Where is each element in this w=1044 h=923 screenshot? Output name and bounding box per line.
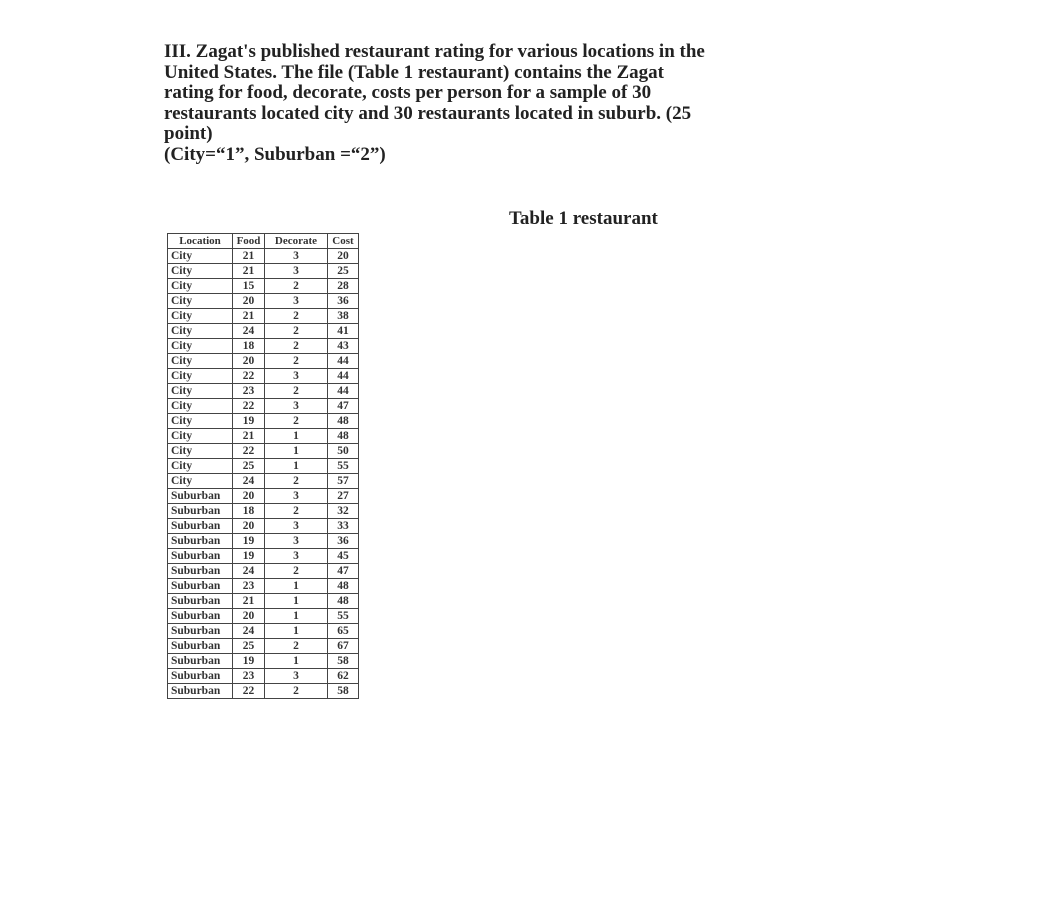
cell-decorate: 2 — [265, 474, 328, 489]
cell-location: Suburban — [168, 519, 233, 534]
cell-decorate: 3 — [265, 399, 328, 414]
table-row — [168, 324, 359, 339]
restaurant-table — [167, 233, 359, 699]
cell-location: Suburban — [168, 639, 233, 654]
cell-location: Suburban — [168, 669, 233, 684]
cell-location: City — [168, 309, 233, 324]
cell-food: 22 — [233, 444, 265, 459]
cell-cost: 47 — [328, 564, 359, 579]
cell-decorate: 2 — [265, 309, 328, 324]
table-row — [168, 624, 359, 639]
cell-cost: 41 — [328, 324, 359, 339]
table-row — [168, 579, 359, 594]
table-row — [168, 459, 359, 474]
cell-location: Suburban — [168, 504, 233, 519]
column-header-food: Food — [233, 234, 265, 249]
cell-location: City — [168, 459, 233, 474]
cell-decorate: 2 — [265, 684, 328, 699]
cell-food: 20 — [233, 519, 265, 534]
cell-food: 19 — [233, 549, 265, 564]
cell-location: City — [168, 324, 233, 339]
cell-location: City — [168, 354, 233, 369]
table-row — [168, 279, 359, 294]
cell-cost: 28 — [328, 279, 359, 294]
column-header-location: Location — [168, 234, 233, 249]
cell-decorate: 2 — [265, 279, 328, 294]
cell-decorate: 1 — [265, 459, 328, 474]
cell-location: City — [168, 429, 233, 444]
problem-statement — [164, 42, 804, 165]
cell-cost: 32 — [328, 504, 359, 519]
cell-food: 22 — [233, 369, 265, 384]
cell-food: 24 — [233, 324, 265, 339]
cell-cost: 47 — [328, 399, 359, 414]
table-row — [168, 519, 359, 534]
cell-cost: 27 — [328, 489, 359, 504]
cell-location: City — [168, 249, 233, 264]
table-row — [168, 369, 359, 384]
cell-location: City — [168, 294, 233, 309]
cell-decorate: 1 — [265, 444, 328, 459]
cell-location: City — [168, 474, 233, 489]
cell-food: 20 — [233, 354, 265, 369]
table-row — [168, 444, 359, 459]
cell-cost: 36 — [328, 534, 359, 549]
table-row — [168, 309, 359, 324]
cell-cost: 65 — [328, 624, 359, 639]
cell-food: 19 — [233, 654, 265, 669]
cell-cost: 33 — [328, 519, 359, 534]
cell-decorate: 1 — [265, 609, 328, 624]
cell-food: 20 — [233, 609, 265, 624]
cell-location: City — [168, 369, 233, 384]
cell-cost: 44 — [328, 354, 359, 369]
cell-food: 24 — [233, 564, 265, 579]
cell-cost: 44 — [328, 369, 359, 384]
cell-decorate: 1 — [265, 654, 328, 669]
cell-location: City — [168, 444, 233, 459]
cell-cost: 58 — [328, 684, 359, 699]
cell-cost: 45 — [328, 549, 359, 564]
cell-food: 20 — [233, 294, 265, 309]
cell-decorate: 3 — [265, 249, 328, 264]
table-row — [168, 354, 359, 369]
table-row — [168, 489, 359, 504]
cell-food: 15 — [233, 279, 265, 294]
cell-cost: 67 — [328, 639, 359, 654]
cell-food: 24 — [233, 474, 265, 489]
cell-location: Suburban — [168, 564, 233, 579]
cell-location: City — [168, 414, 233, 429]
cell-cost: 48 — [328, 429, 359, 444]
cell-location: Suburban — [168, 579, 233, 594]
cell-cost: 58 — [328, 654, 359, 669]
table-row — [168, 594, 359, 609]
cell-decorate: 1 — [265, 579, 328, 594]
table-row — [168, 684, 359, 699]
cell-decorate: 2 — [265, 354, 328, 369]
table-row — [168, 249, 359, 264]
cell-cost: 44 — [328, 384, 359, 399]
table-caption: Table 1 restaurant — [509, 208, 658, 229]
cell-cost: 43 — [328, 339, 359, 354]
cell-cost: 48 — [328, 579, 359, 594]
cell-cost: 48 — [328, 594, 359, 609]
cell-cost: 55 — [328, 609, 359, 624]
cell-decorate: 3 — [265, 489, 328, 504]
cell-decorate: 3 — [265, 369, 328, 384]
cell-decorate: 2 — [265, 639, 328, 654]
cell-location: City — [168, 339, 233, 354]
table-row — [168, 609, 359, 624]
cell-location: Suburban — [168, 624, 233, 639]
cell-food: 21 — [233, 249, 265, 264]
cell-decorate: 2 — [265, 384, 328, 399]
cell-decorate: 1 — [265, 594, 328, 609]
cell-cost: 25 — [328, 264, 359, 279]
cell-food: 18 — [233, 339, 265, 354]
cell-decorate: 2 — [265, 564, 328, 579]
cell-location: City — [168, 264, 233, 279]
table-row — [168, 654, 359, 669]
cell-decorate: 2 — [265, 414, 328, 429]
table-header-row — [168, 234, 359, 249]
cell-location: City — [168, 279, 233, 294]
table-row — [168, 669, 359, 684]
cell-decorate: 3 — [265, 264, 328, 279]
cell-food: 20 — [233, 489, 265, 504]
cell-food: 19 — [233, 534, 265, 549]
cell-decorate: 3 — [265, 294, 328, 309]
table-row — [168, 414, 359, 429]
table-row — [168, 504, 359, 519]
cell-decorate: 2 — [265, 504, 328, 519]
cell-cost: 55 — [328, 459, 359, 474]
table-row — [168, 549, 359, 564]
cell-cost: 48 — [328, 414, 359, 429]
cell-food: 21 — [233, 429, 265, 444]
table-row — [168, 534, 359, 549]
cell-food: 24 — [233, 624, 265, 639]
cell-location: City — [168, 384, 233, 399]
table-row — [168, 294, 359, 309]
cell-food: 23 — [233, 384, 265, 399]
table-row — [168, 474, 359, 489]
cell-decorate: 2 — [265, 324, 328, 339]
cell-decorate: 1 — [265, 624, 328, 639]
problem-text: III. Zagat's published restaurant rating for various locations in the United States. The file (Table 1 restaurant) contains the Zagat rating for food, decorate, costs per person for a sample of 30 restaurants located city and 30 restaurants located in suburb. (25 point) — [164, 41, 705, 144]
cell-food: 19 — [233, 414, 265, 429]
cell-cost: 38 — [328, 309, 359, 324]
cell-cost: 57 — [328, 474, 359, 489]
cell-decorate: 3 — [265, 519, 328, 534]
cell-location: Suburban — [168, 534, 233, 549]
cell-location: Suburban — [168, 609, 233, 624]
table-row — [168, 639, 359, 654]
cell-cost: 20 — [328, 249, 359, 264]
cell-location: Suburban — [168, 489, 233, 504]
table-row — [168, 339, 359, 354]
cell-food: 22 — [233, 399, 265, 414]
cell-decorate: 3 — [265, 549, 328, 564]
cell-decorate: 2 — [265, 339, 328, 354]
cell-decorate: 3 — [265, 534, 328, 549]
table-row — [168, 564, 359, 579]
column-header-decorate: Decorate — [265, 234, 328, 249]
table-row — [168, 399, 359, 414]
cell-cost: 36 — [328, 294, 359, 309]
column-header-cost: Cost — [328, 234, 359, 249]
cell-food: 25 — [233, 459, 265, 474]
cell-food: 23 — [233, 669, 265, 684]
table-body — [168, 249, 359, 699]
cell-location: Suburban — [168, 594, 233, 609]
cell-location: City — [168, 399, 233, 414]
table-row — [168, 264, 359, 279]
cell-decorate: 1 — [265, 429, 328, 444]
cell-location: Suburban — [168, 549, 233, 564]
table-row — [168, 384, 359, 399]
cell-food: 21 — [233, 594, 265, 609]
cell-food: 21 — [233, 309, 265, 324]
cell-food: 23 — [233, 579, 265, 594]
cell-cost: 62 — [328, 669, 359, 684]
cell-location: Suburban — [168, 684, 233, 699]
cell-location: Suburban — [168, 654, 233, 669]
cell-food: 22 — [233, 684, 265, 699]
cell-cost: 50 — [328, 444, 359, 459]
cell-food: 25 — [233, 639, 265, 654]
location-codes: (City=“1”, Suburban =“2”) — [164, 143, 386, 165]
cell-food: 18 — [233, 504, 265, 519]
table-row — [168, 429, 359, 444]
cell-food: 21 — [233, 264, 265, 279]
cell-decorate: 3 — [265, 669, 328, 684]
